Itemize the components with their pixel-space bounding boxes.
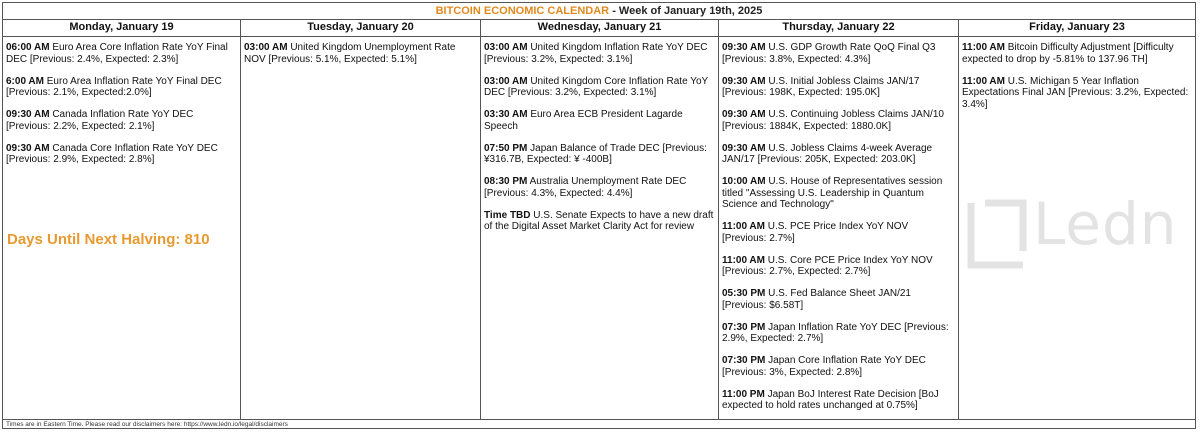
- event-description: Australia Unemployment Rate DEC [Previous: 4.3%, Expected: 4.4%]: [484, 176, 687, 199]
- calendar-event: [722, 76, 955, 99]
- calendar-event: [6, 42, 237, 65]
- event-time: 06:00 AM: [6, 42, 50, 53]
- calendar-event: [484, 76, 715, 99]
- event-time: 03:00 AM: [484, 42, 528, 53]
- calendar-event: [722, 355, 955, 378]
- event-time: 03:30 AM: [484, 109, 528, 120]
- event-description: Bitcoin Difficulty Adjustment [Difficulty expected to drop by -5.81% to 137.96 TH]: [962, 42, 1174, 65]
- event-time: 09:30 AM: [722, 75, 766, 87]
- event-description: Japan BoJ Interest Rate Decision [BoJ expected to hold rates unchanged at 0.75%]: [722, 388, 939, 411]
- title-sub: - Week of January 19th, 2025: [609, 5, 763, 17]
- event-description: Euro Area ECB President Lagarde Speech: [484, 109, 683, 132]
- event-time: 05:30 PM: [722, 288, 766, 299]
- calendar-event: [6, 109, 237, 132]
- event-time: 11:00 PM: [722, 388, 765, 400]
- calendar-event: [722, 221, 955, 244]
- calendar-event: [722, 389, 955, 412]
- event-description: Euro Area Inflation Rate YoY Final DEC [Previous: 2.1%, Expected:2.0%]: [6, 75, 222, 98]
- event-time: 6:00 AM: [6, 75, 44, 87]
- day-column-wednesday: [481, 37, 719, 420]
- event-time: 11:00 AM: [962, 75, 1005, 87]
- event-description: Japan Inflation Rate YoY DEC [Previous: 2.9%, Expected: 2.7%]: [722, 321, 949, 344]
- event-description: U.S. Michigan 5 Year Inflation Expectations Final JAN [Previous: 3.2%, Expected: 3.4%]: [962, 75, 1189, 110]
- event-time: 07:30 PM: [722, 355, 766, 366]
- calendar-title: [3, 3, 1195, 20]
- event-description: Euro Area Core Inflation Rate YoY Final DEC [Previous: 2.4%, Expected: 2.3%]: [6, 42, 228, 65]
- event-description: Canada Core Inflation Rate YoY DEC [Previous: 2.9%, Expected: 2.8%]: [6, 142, 218, 165]
- event-description: Japan Balance of Trade DEC [Previous: ¥316.7B, Expected: ¥ -400B]: [484, 142, 707, 165]
- day-header-thursday: Thursday, January 22: [719, 19, 959, 36]
- calendar-event: [484, 210, 715, 233]
- day-header-row: [3, 19, 1195, 37]
- calendar-event: [484, 42, 715, 65]
- event-description: United Kingdom Unemployment Rate NOV [Previous: 5.1%, Expected: 5.1%]: [244, 42, 456, 65]
- day-header-friday: Friday, January 23: [1029, 21, 1125, 33]
- day-header-wednesday: Wednesday, January 21: [481, 19, 719, 36]
- event-time: 09:30 AM: [6, 142, 50, 154]
- calendar-event: [484, 176, 715, 199]
- event-description: U.S. GDP Growth Rate QoQ Final Q3 [Previous: 3.8%, Expected: 4.3%]: [722, 42, 936, 65]
- calendar-event: [722, 42, 955, 65]
- event-time: 03:00 AM: [484, 75, 528, 87]
- calendar-event: [484, 109, 715, 132]
- calendar-event: [722, 322, 955, 345]
- calendar-event: [962, 76, 1192, 111]
- event-time: 09:30 AM: [722, 142, 766, 154]
- calendar-event: [722, 255, 955, 278]
- event-description: U.S. Jobless Claims 4-week Average JAN/17 [Previous: 205K, Expected: 203.0K]: [722, 142, 933, 165]
- event-description: Canada Inflation Rate YoY DEC [Previous: 2.2%, Expected: 2.1%]: [6, 109, 194, 132]
- event-description: U.S. Initial Jobless Claims JAN/17 [Previous: 198K, Expected: 195.0K]: [722, 75, 920, 98]
- event-description: U.S. Continuing Jobless Claims JAN/10 [Previous: 1884K, Expected: 1880.0K]: [722, 109, 944, 132]
- event-description: United Kingdom Inflation Rate YoY DEC [Previous: 3.2%, Expected: 3.1%]: [484, 42, 708, 65]
- calendar-event: [722, 176, 955, 211]
- calendar-event: [722, 109, 955, 132]
- calendar-event: [722, 143, 955, 166]
- event-description: United Kingdom Core Inflation Rate YoY DEC [Previous: 3.2%, Expected: 3.1%]: [484, 75, 709, 98]
- event-time: 07:30 PM: [722, 321, 766, 333]
- day-column-thursday: [719, 37, 959, 420]
- calendar-event: [6, 76, 237, 99]
- event-time: 09:30 AM: [6, 109, 50, 120]
- event-time: 09:30 AM: [722, 109, 766, 120]
- event-time: 08:30 PM: [484, 176, 528, 187]
- event-time: 11:00 AM: [722, 254, 765, 266]
- title-main: BITCOIN ECONOMIC CALENDAR: [435, 5, 610, 17]
- event-time: 11:00 AM: [722, 221, 765, 232]
- event-time: 07:50 PM: [484, 142, 528, 154]
- day-header-monday: Monday, January 19: [3, 19, 241, 36]
- event-time: Time TBD: [484, 209, 531, 221]
- event-description: U.S. House of Representatives session titled "Assessing U.S. Leadership in Quantum Science and Technology": [722, 176, 943, 210]
- event-description: U.S. Core PCE Price Index YoY NOV [Previous: 2.7%, Expected: 2.7%]: [722, 254, 933, 277]
- event-time: 10:00 AM: [722, 176, 766, 187]
- halving-countdown: Days Until Next Halving: 810: [7, 231, 210, 248]
- footer-disclaimer: Times are in Eastern Time. Please read our disclaimers here: https://www.ledn.io/legal/disclaimers: [3, 419, 1195, 429]
- calendar-event: [244, 42, 477, 65]
- calendar-event: [722, 288, 955, 311]
- day-header-tuesday: Tuesday, January 20: [241, 19, 481, 36]
- event-description: U.S. Fed Balance Sheet JAN/21 [Previous: $6.58T]: [722, 288, 911, 311]
- event-description: Japan Core Inflation Rate YoY DEC [Previous: 3%, Expected: 2.8%]: [722, 355, 926, 378]
- calendar-event: [6, 143, 237, 166]
- event-description: U.S. PCE Price Index YoY NOV [Previous: 2.7%]: [722, 221, 909, 244]
- calendar-event: [962, 42, 1192, 65]
- event-description: U.S. Senate Expects to have a new draft of the Digital Asset Market Clarity Act for review: [484, 209, 714, 232]
- day-column-tuesday: [241, 37, 481, 420]
- ledn-logo-text: Ledn: [1033, 190, 1178, 258]
- day-column-monday: [3, 37, 241, 420]
- event-time: 03:00 AM: [244, 42, 288, 53]
- event-time: 11:00 AM: [962, 42, 1005, 53]
- event-time: 09:30 AM: [722, 42, 766, 53]
- calendar-event: [484, 143, 715, 166]
